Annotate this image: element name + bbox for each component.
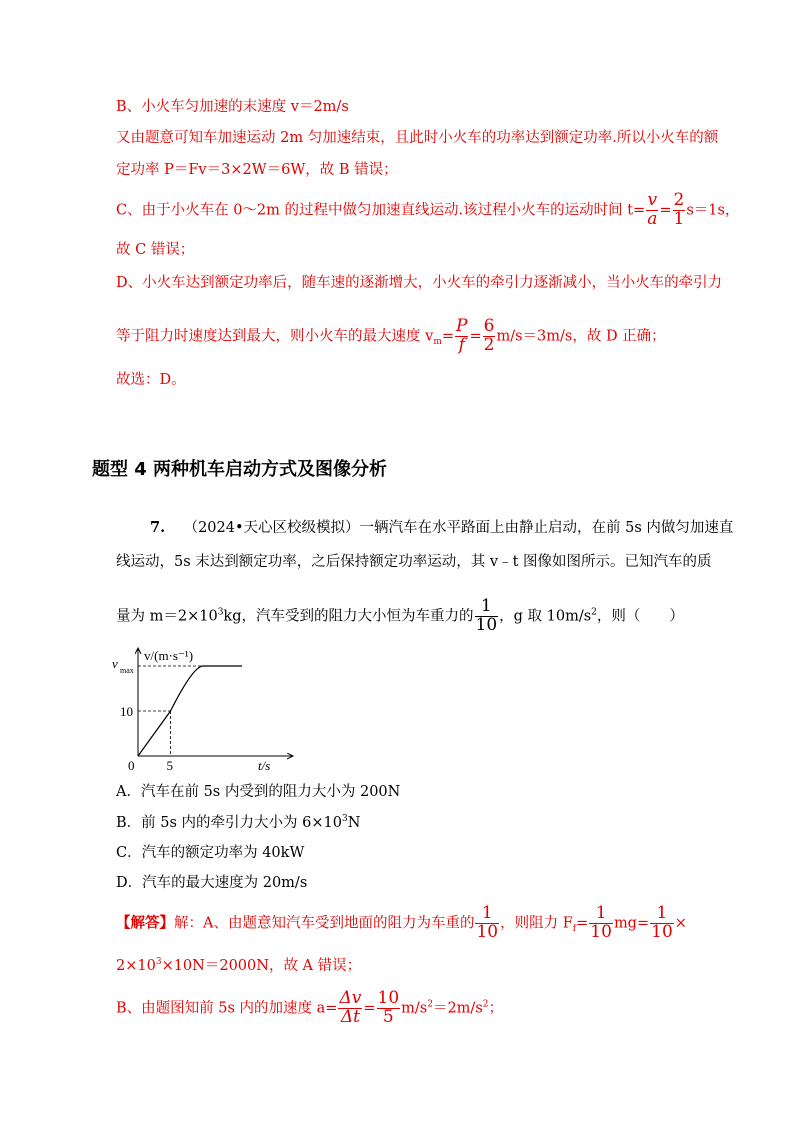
answer-text: 解：A、由题意知汽车受到地面的阻力为车重的: [174, 915, 475, 932]
frac-num: 6: [483, 316, 495, 336]
frac-num: 1: [475, 905, 499, 924]
question-line1: [150, 518, 733, 538]
frac-den: a: [647, 208, 658, 229]
frac-num: v: [647, 190, 658, 210]
option-a: A．汽车在前 5s 内受到的阻力大小为 200N: [116, 784, 401, 800]
frac-num: 1: [589, 905, 613, 924]
fraction-v-over-a: [646, 192, 658, 229]
frac-den: Δt: [340, 1006, 360, 1027]
answer-mid: ，则阻力 F: [500, 915, 573, 932]
answer-mg: mg=: [613, 915, 650, 932]
answer3-mid: m/s: [401, 1000, 428, 1017]
vt-chart: [108, 640, 308, 780]
frac-den: 5: [382, 1006, 394, 1027]
option-b-text: B．前 5s 内的牵引力大小为 6×10: [116, 815, 342, 831]
answer2-pre: 2×10: [116, 958, 156, 974]
answer3-end: ；: [488, 1000, 503, 1017]
fraction-1-over-10-a: [475, 905, 499, 942]
answer3-pre: B、由题图知前 5s 内的加速度 a=: [116, 1000, 338, 1017]
frac-num: Δv: [339, 988, 362, 1008]
fraction-10-over-5: [377, 990, 401, 1027]
solution-line-b3: 定功率 P＝Fv＝3×2W＝6W，故 B 错误；: [116, 162, 398, 178]
question-line2: 线运动，5s 末达到额定功率，之后保持额定功率运动，其 v﹣t 图像如图所示。已知汽车的质: [116, 554, 712, 570]
question-text: （2024•天心区校级模拟）一辆汽车在水平路面上由静止启动，在前 5s 内做匀加速直: [183, 520, 734, 536]
answer2-sup: 3: [155, 957, 162, 968]
fraction-1-over-10-b: [589, 905, 613, 942]
question-number: 7.: [150, 519, 166, 536]
q3-post: ，g 取 10m/s: [499, 608, 592, 625]
times-sign: ×: [674, 915, 687, 932]
frac-num: 1: [650, 905, 674, 924]
answer-line1: [116, 905, 687, 942]
origin-label: 0: [128, 758, 135, 773]
line-d2-post: m/s＝3m/s，故 D 正确；: [496, 328, 666, 345]
equals: =: [469, 328, 482, 345]
option-b-sup: 3: [341, 814, 348, 825]
y-tick-10: 10: [120, 704, 133, 719]
frac-den: 10: [475, 614, 498, 635]
x-axis-label: t/s: [258, 758, 271, 773]
answer-tag: 【解答】: [116, 914, 174, 932]
equals: =: [441, 328, 455, 345]
solution-line-b: B、小火车匀加速的末速度 v＝2m/s: [116, 99, 349, 115]
answer3-mid2: ＝2m/s: [432, 1000, 483, 1017]
subscript-f: f: [572, 924, 577, 935]
y-axis-label: v/(m·s⁻¹): [144, 648, 194, 663]
fraction-dv-over-dt: [338, 990, 362, 1027]
frac-den: 10: [476, 921, 499, 942]
subscript-m: m: [433, 337, 442, 348]
frac-num: P: [456, 316, 468, 336]
frac-den: f: [458, 334, 465, 355]
solution-line-d: D、小火车达到额定功率后，随车速的逐渐增大，小火车的牵引力逐渐减小，当小火车的牵引力: [116, 275, 723, 291]
frac-num: 2: [673, 190, 685, 210]
option-c: C．汽车的额定功率为 40kW: [116, 845, 305, 861]
fraction-p-over-f: [455, 318, 468, 355]
answer2-post: ×10N＝2000N，故 A 错误；: [161, 958, 362, 974]
answer-line2: [116, 956, 361, 976]
q3-sup2: 2: [591, 607, 597, 618]
solution-line-b2: 又由题意可知车加速运动 2m 匀加速结束，且此时小火车的功率达到额定功率.所以小火车的额: [116, 130, 719, 146]
q3-pre: 量为 m＝2×10: [116, 608, 218, 625]
line-c-post: s＝1s，: [686, 202, 740, 219]
equals: =: [363, 1000, 376, 1017]
fraction-1-over-10-c: [650, 905, 674, 942]
solution-line-c: [116, 192, 739, 229]
option-b-unit: N: [347, 815, 361, 831]
fraction-6-over-2: [483, 318, 496, 355]
frac-den: 1: [673, 208, 685, 229]
q3-sup: 3: [217, 607, 224, 618]
solution-line-d2: [116, 318, 666, 355]
line-d2-text: 等于阻力时速度达到最大，则小火车的最大速度 v: [116, 328, 434, 345]
frac-den: 10: [651, 921, 673, 942]
equals: =: [576, 915, 589, 932]
answer3-sup: 2: [427, 999, 433, 1010]
y-tick-vmax: v: [112, 656, 118, 671]
answer3-sup2: 2: [482, 999, 489, 1010]
frac-num: 1: [475, 598, 499, 617]
option-d: D．汽车的最大速度为 20m/s: [116, 875, 308, 891]
question-line3: [116, 598, 684, 635]
solution-line-c2: 故 C 错误；: [116, 242, 195, 258]
q3-mid: kg，汽车受到的阻力大小恒为车重力的: [223, 608, 474, 625]
x-tick-5: 5: [166, 758, 173, 773]
fraction-2-over-1: [673, 192, 686, 229]
line-c-text: C、由于小火车在 0～2m 的过程中做匀加速直线运动.该过程小火车的运动时间 t=: [116, 202, 646, 219]
y-tick-vmax-sub: max: [120, 666, 134, 675]
frac-den: 2: [483, 334, 495, 355]
fraction-1-over-10: [475, 598, 499, 635]
answer-line3: [116, 990, 503, 1027]
q3-end: ，则（ ）: [596, 608, 684, 625]
option-b: [116, 813, 360, 833]
equals: =: [659, 202, 672, 219]
frac-num: 10: [377, 988, 400, 1008]
section-heading: 题型 4 两种机车启动方式及图像分析: [92, 459, 388, 480]
solution-choice: 故选：D。: [116, 372, 186, 388]
frac-den: 10: [590, 921, 612, 942]
